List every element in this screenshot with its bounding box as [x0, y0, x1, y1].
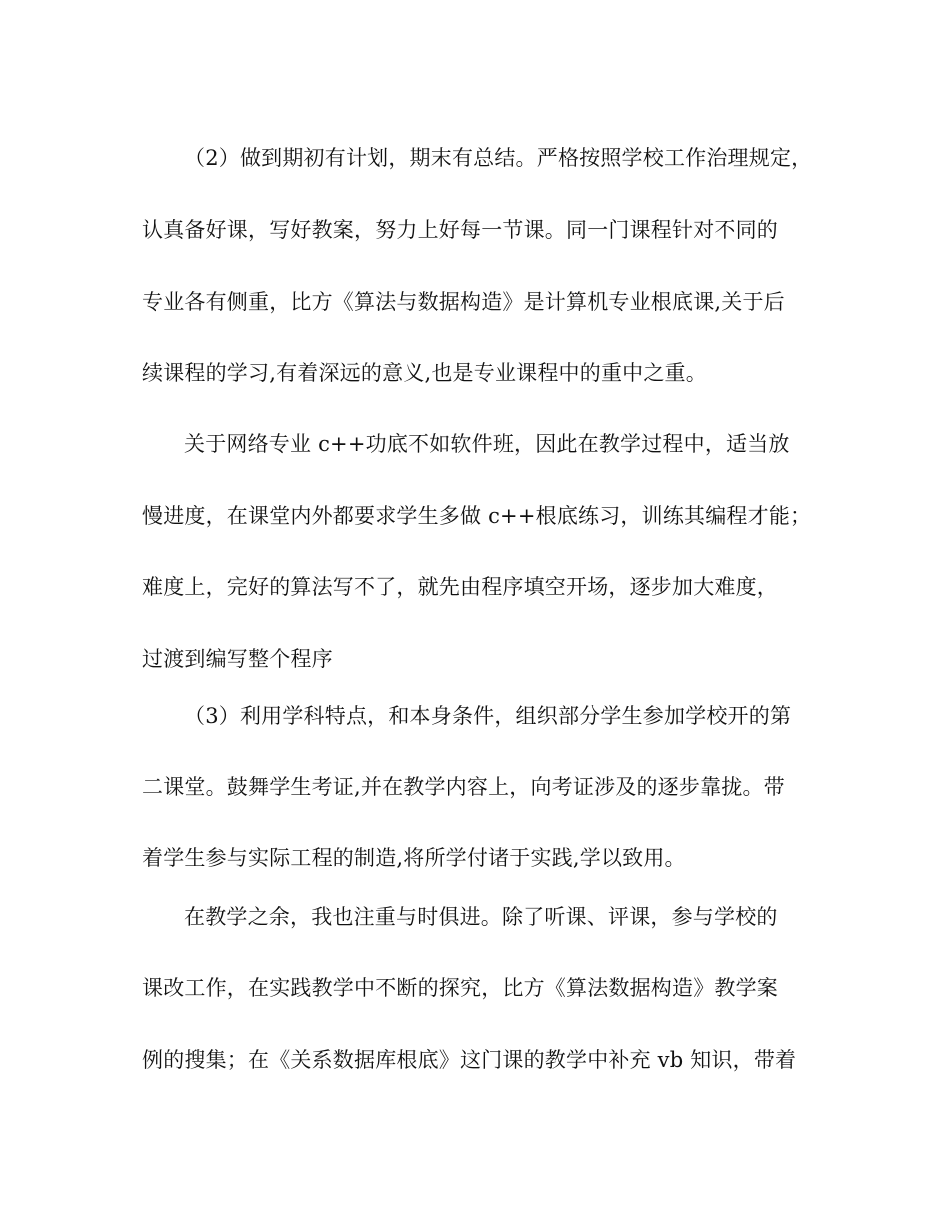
paragraph-line-7: 难度上，完好的算法写不了，就先由程序填空开场，逐步加大难度， — [142, 575, 778, 599]
paragraph-line-12: 在教学之余，我也注重与时俱进。除了听课、评课，参与学校的 — [184, 905, 778, 929]
paragraph-line-3: 专业各有侧重，比方《算法与数据构造》是计算机专业根底课,关于后 — [142, 290, 785, 314]
paragraph-line-6: 慢进度，在课堂内外都要求学生多做 c++根底练习，训练其编程才能； — [142, 504, 812, 528]
paragraph-line-9: （3）利用学科特点，和本身条件，组织部分学生参加学校开的第 — [184, 704, 792, 728]
paragraph-line-14: 例的搜集；在《关系数据库根底》这门课的教学中补充 vb 知识，带着 — [142, 1048, 797, 1072]
paragraph-line-1: （2）做到期初有计划，期末有总结。严格按照学校工作治理规定， — [184, 146, 813, 170]
paragraph-line-10: 二课堂。鼓舞学生考证,并在教学内容上，向考证涉及的逐步靠拢。带 — [142, 775, 785, 799]
paragraph-line-4: 续课程的学习,有着深远的意义,也是专业课程中的重中之重。 — [142, 361, 707, 385]
paragraph-line-2: 认真备好课，写好教案，努力上好每一节课。同一门课程针对不同的 — [142, 218, 778, 242]
paragraph-line-5: 关于网络专业 c++功底不如软件班，因此在教学过程中，适当放 — [184, 432, 790, 456]
paragraph-line-11: 着学生参与实际工程的制造,将所学付诸于实践,学以致用。 — [142, 846, 686, 870]
paragraph-line-8: 过渡到编写整个程序 — [142, 647, 333, 671]
paragraph-line-13: 课改工作，在实践教学中不断的探究，比方《算法数据构造》教学案 — [142, 976, 778, 1000]
